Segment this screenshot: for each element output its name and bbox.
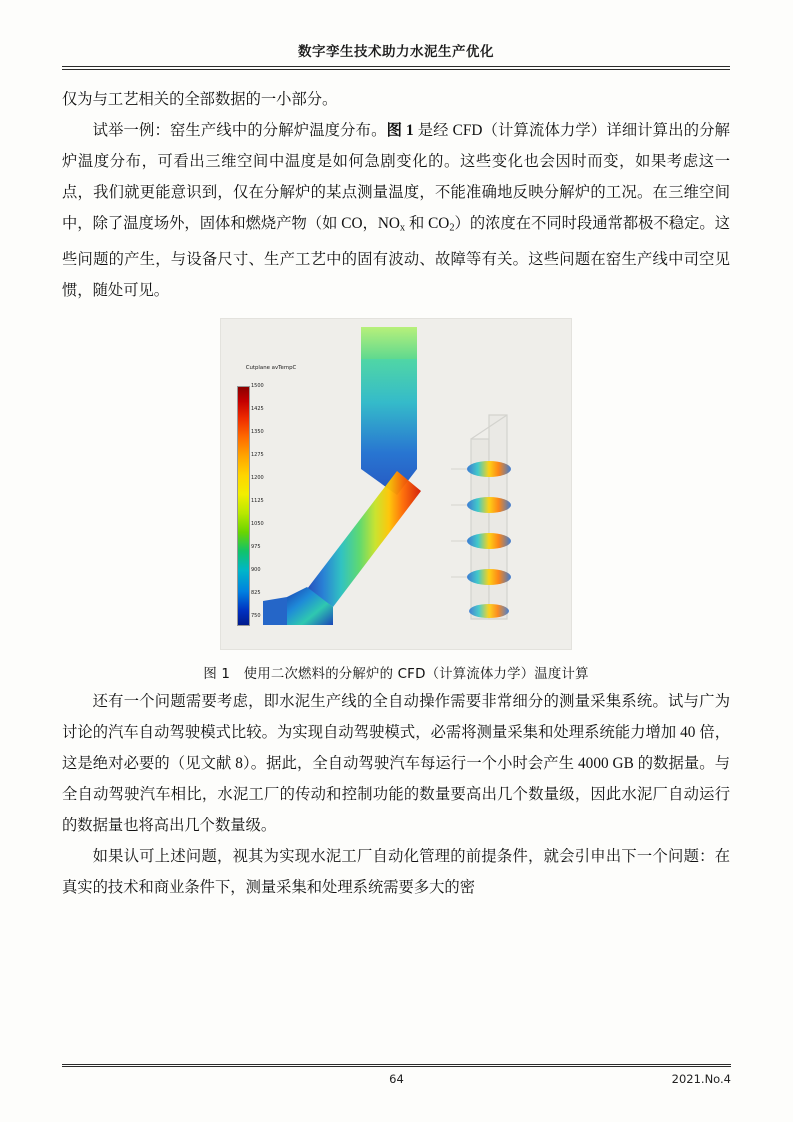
cfd-tick-8: 900 bbox=[251, 566, 261, 573]
body-text-bottom bbox=[62, 686, 730, 903]
figure-caption: 图 1 使用二次燃料的分解炉的 CFD（计算流体力学）温度计算 bbox=[203, 666, 589, 682]
paragraph-3 bbox=[62, 686, 730, 841]
cfd-legend-title: Cutplane avTempC bbox=[245, 364, 297, 371]
cfd-tick-4: 1200 bbox=[251, 474, 264, 481]
paragraph-2-run-3: 是经 CFD（计算流体力学）详细计算出的分解炉温度分布，可看出三维空间中温度是如何急剧变化的。这些变化也会因时而变，如果考虑这一点，我们就更能意识到，仅在分解炉的某点测量温度，不能准确地反映分解炉的工况。在三维空间中，除了温度场外，固体和燃烧产物（如 CO，NO bbox=[62, 122, 730, 232]
paragraph-4-text: 如果认可上述问题，视其为实现水泥工厂自动化管理的前提条件，就会引申出下一个问题：在真实的技术和商业条件下，测量采集和处理系统需要多大的密 bbox=[62, 847, 730, 896]
cfd-tick-6: 1050 bbox=[251, 520, 264, 527]
cfd-tick-7: 975 bbox=[251, 543, 261, 550]
paragraph-2-run-1: 试举一例：窑生产线中的分解炉温度分布。 bbox=[92, 122, 387, 139]
subscript-x: x bbox=[399, 222, 406, 234]
subscript-2: 2 bbox=[449, 222, 455, 234]
paragraph-2-run-7: ）的浓度在不同时段通常都极不稳定。这些问题的产生，与设备尺寸、生产工艺中的固有波动、故障等有关。这些问题在窑生产线中司空见惯，随处可见。 bbox=[62, 215, 730, 299]
paragraph-1 bbox=[62, 84, 730, 115]
cfd-colorbar-legend bbox=[235, 365, 307, 626]
figure-reference: 图 1 bbox=[386, 122, 414, 139]
cfd-tick-2: 1350 bbox=[251, 428, 264, 435]
paragraph-4 bbox=[62, 841, 730, 903]
body-text-top bbox=[62, 84, 730, 306]
cfd-tick-5: 1125 bbox=[251, 497, 264, 504]
paragraph-2 bbox=[62, 115, 730, 306]
header-rule-thick bbox=[62, 66, 730, 67]
paragraph-1-text: 仅为与工艺相关的全部数据的一小部分。 bbox=[62, 91, 338, 108]
running-header: 数字孪生技术助力水泥生产优化 bbox=[298, 44, 494, 60]
figure-1 bbox=[62, 318, 730, 682]
page-number: 64 bbox=[389, 1072, 404, 1086]
cfd-tick-0: 1500 bbox=[251, 382, 264, 389]
cfd-colorbar bbox=[237, 386, 250, 626]
footer-row bbox=[62, 1067, 731, 1086]
cfd-temperature-image bbox=[220, 318, 572, 650]
paragraph-3-text: 还有一个问题需要考虑，即水泥生产线的全自动操作需要非常细分的测量采集系统。试与广为讨论的汽车自动驾驶模式比较。为实现自动驾驶模式，必需将测量采集和处理系统能力增加 40 倍，这是绝对必要的（见文献 8）。据此，全自动驾驶汽车每运行一个小时会产生 4000 GB 的数据量。与全自动驾驶汽车相比，水泥工厂的传动和控制功能的数量要高出几个数量级，因此水泥厂自动运行的数据量也将高出几个数量级。 bbox=[62, 692, 730, 834]
cfd-tick-9: 825 bbox=[251, 589, 261, 596]
footer-rule-thick bbox=[62, 1064, 731, 1065]
cfd-tick-1: 1425 bbox=[251, 405, 264, 412]
cfd-tick-3: 1275 bbox=[251, 451, 264, 458]
paragraph-2-run-5: 和 CO bbox=[405, 215, 450, 232]
page-content bbox=[62, 40, 730, 1080]
header-rule-thin bbox=[62, 69, 730, 70]
issue-label: 2021.No.4 bbox=[671, 1072, 731, 1086]
cfd-tick-10: 750 bbox=[251, 612, 261, 619]
page-footer bbox=[62, 1064, 731, 1094]
